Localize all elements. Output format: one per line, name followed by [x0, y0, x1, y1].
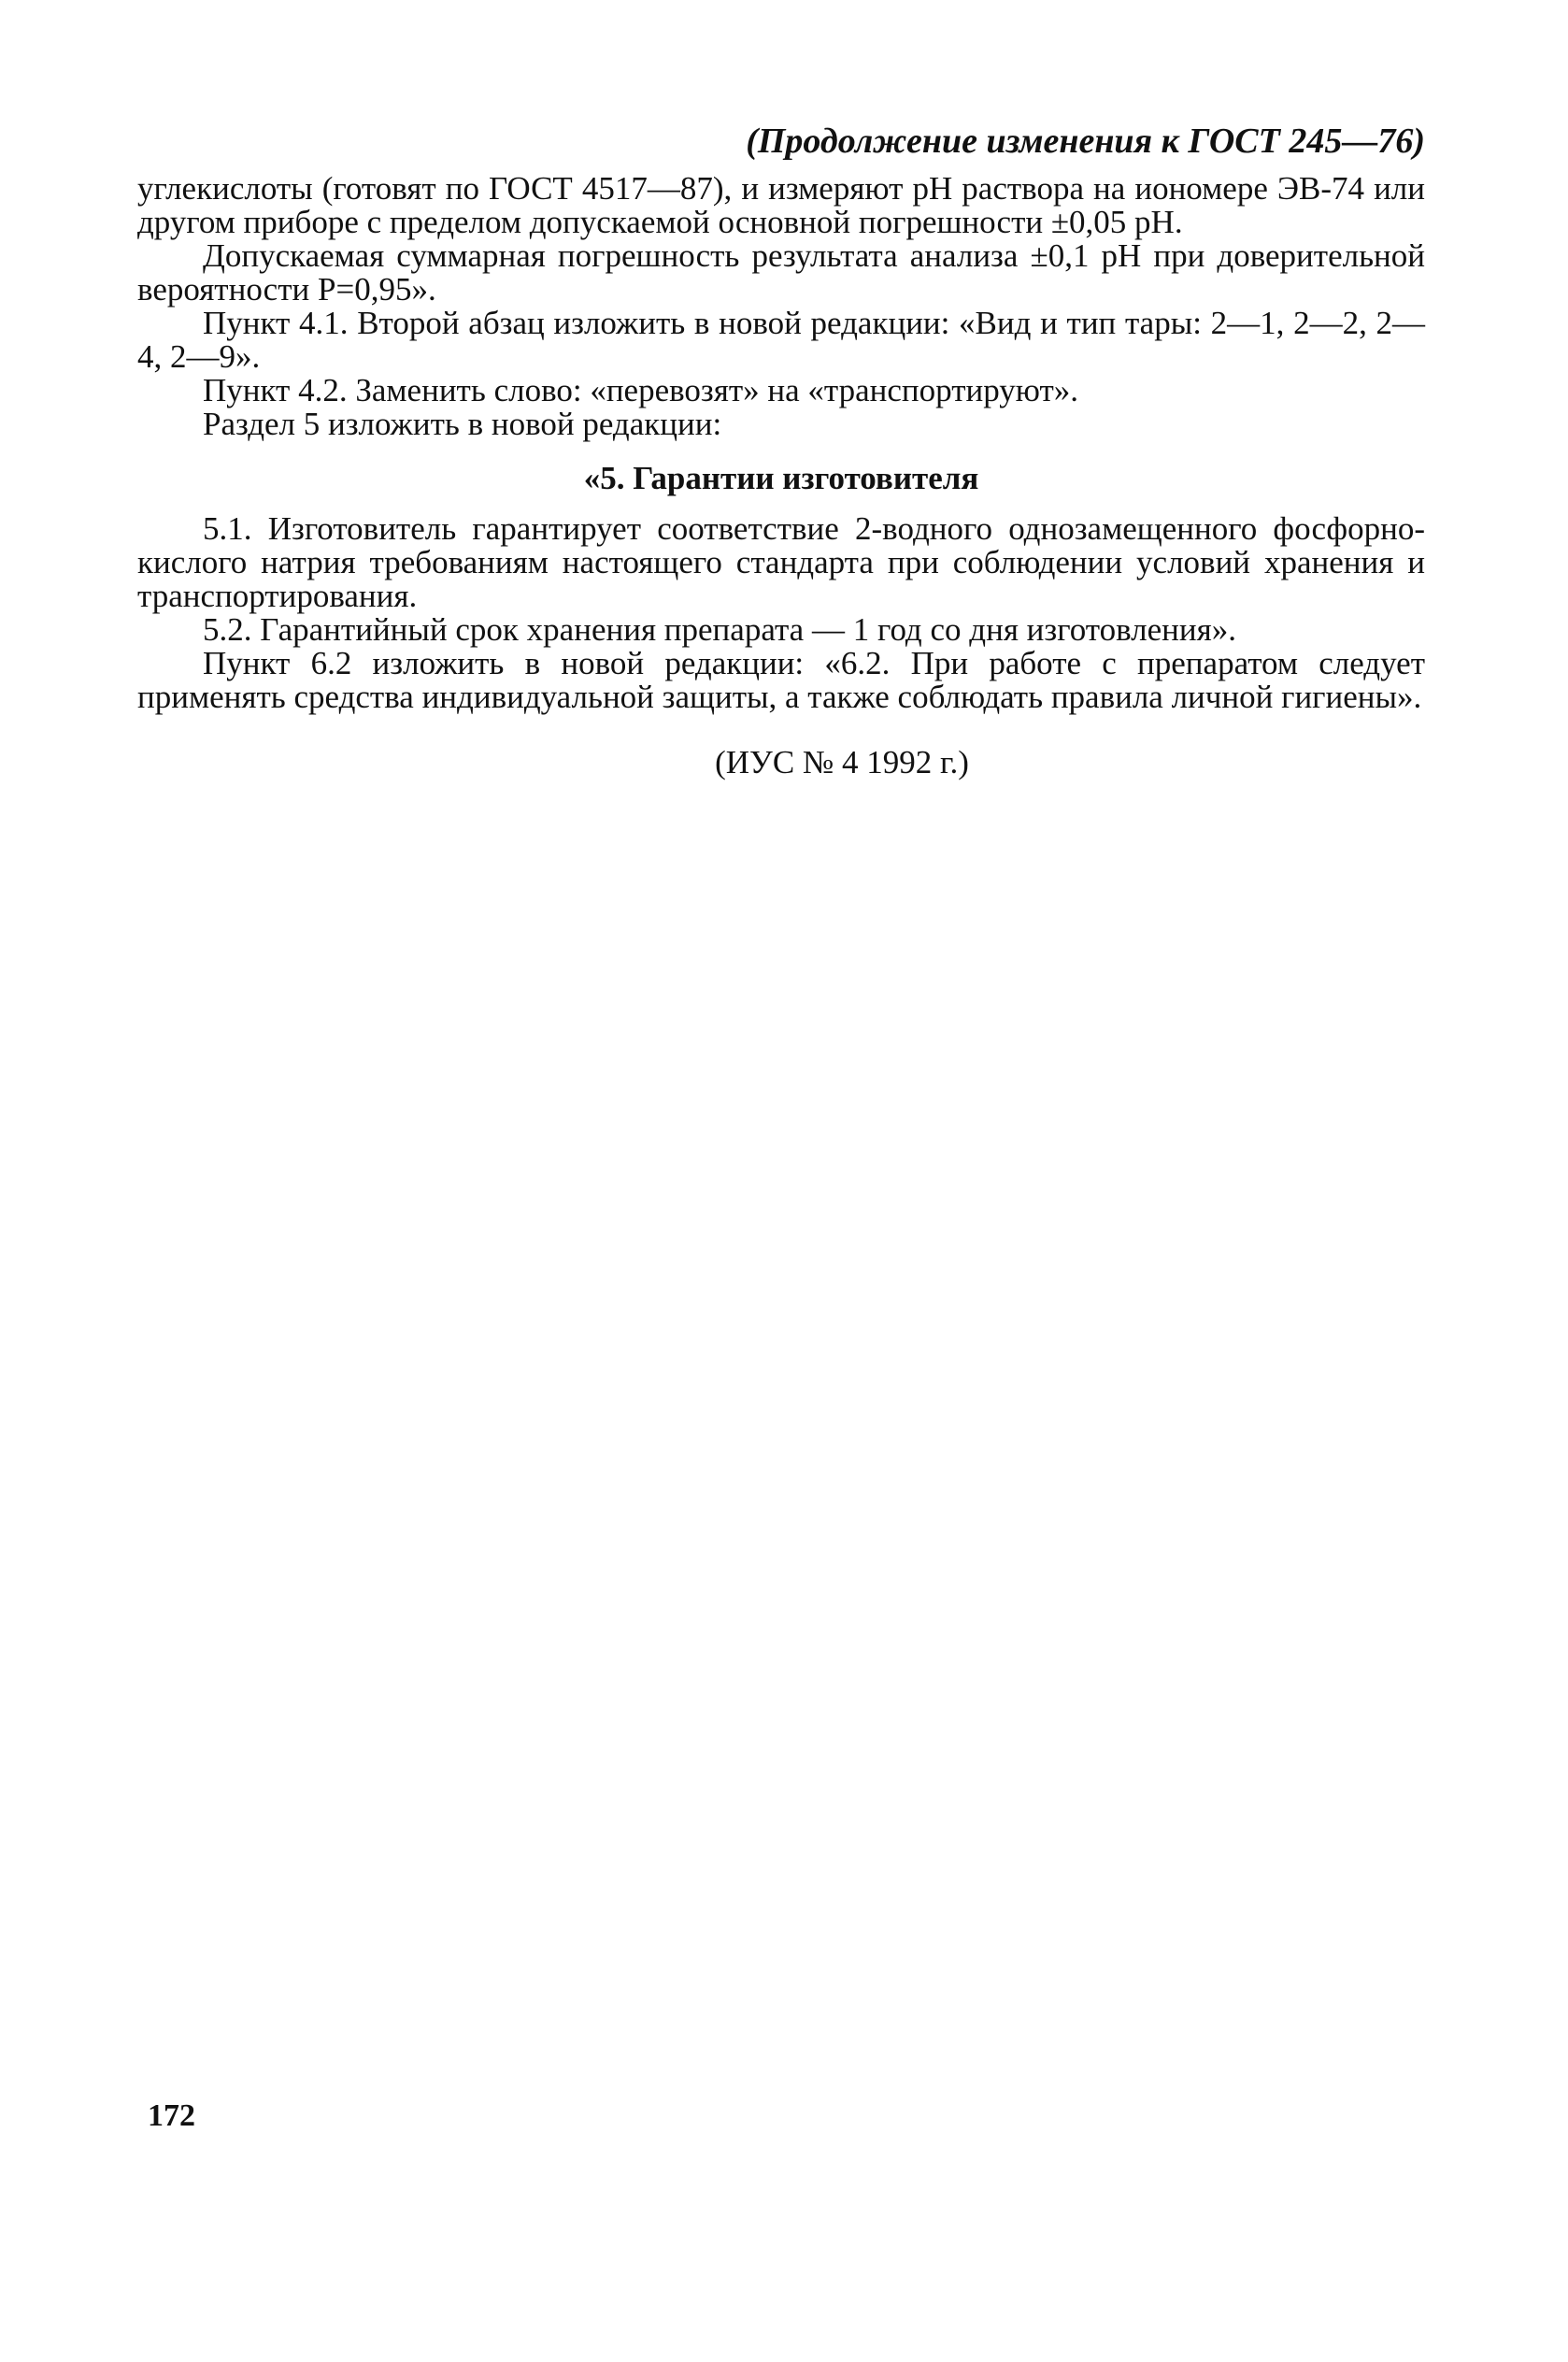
source-reference: (ИУС № 4 1992 г.) — [715, 744, 969, 780]
paragraph: углекислоты (готовят по ГОСТ 4517—87), и измеряют pH раствора на иономере ЭВ-74 или другом приборе с пределом допускаемой основной погрешности ±0,05 pH. — [137, 170, 1425, 240]
paragraph: Пункт 4.1. Второй абзац изложить в новой редакции: «Вид и тип тары: 2—1, 2—2, 2—4, 2—9». — [137, 305, 1425, 375]
paragraph: 5.1. Изготовитель гарантирует соответствие 2-водного однозамещенного фосфорно-кислого натрия требованиям настоящего стандарта при соблюдении условий хранения и транспортирования. — [137, 510, 1425, 614]
page-number: 172 — [148, 2098, 195, 2133]
paragraph: Пункт 4.2. Заменить слово: «перевозят» на «транспортируют». — [203, 372, 1078, 408]
paragraph: Пункт 6.2 изложить в новой редакции: «6.2. При работе с препаратом следует применять средства индивидуальной защиты, а также соблюдать правила личной гигиены». — [137, 645, 1425, 715]
section-heading: «5. Гарантии изготовителя — [583, 460, 979, 496]
document-body — [137, 122, 1425, 812]
continuation-header: (Продолжение изменения к ГОСТ 245—76) — [746, 122, 1425, 161]
paragraph: Раздел 5 изложить в новой редакции: — [203, 406, 722, 442]
paragraph: 5.2. Гарантийный срок хранения препарата — 1 год со дня изготовления». — [203, 611, 1236, 648]
paragraph: Допускаемая суммарная погрешность результата анализа ±0,1 pH при доверительной вероятности P=0,95». — [137, 237, 1425, 308]
